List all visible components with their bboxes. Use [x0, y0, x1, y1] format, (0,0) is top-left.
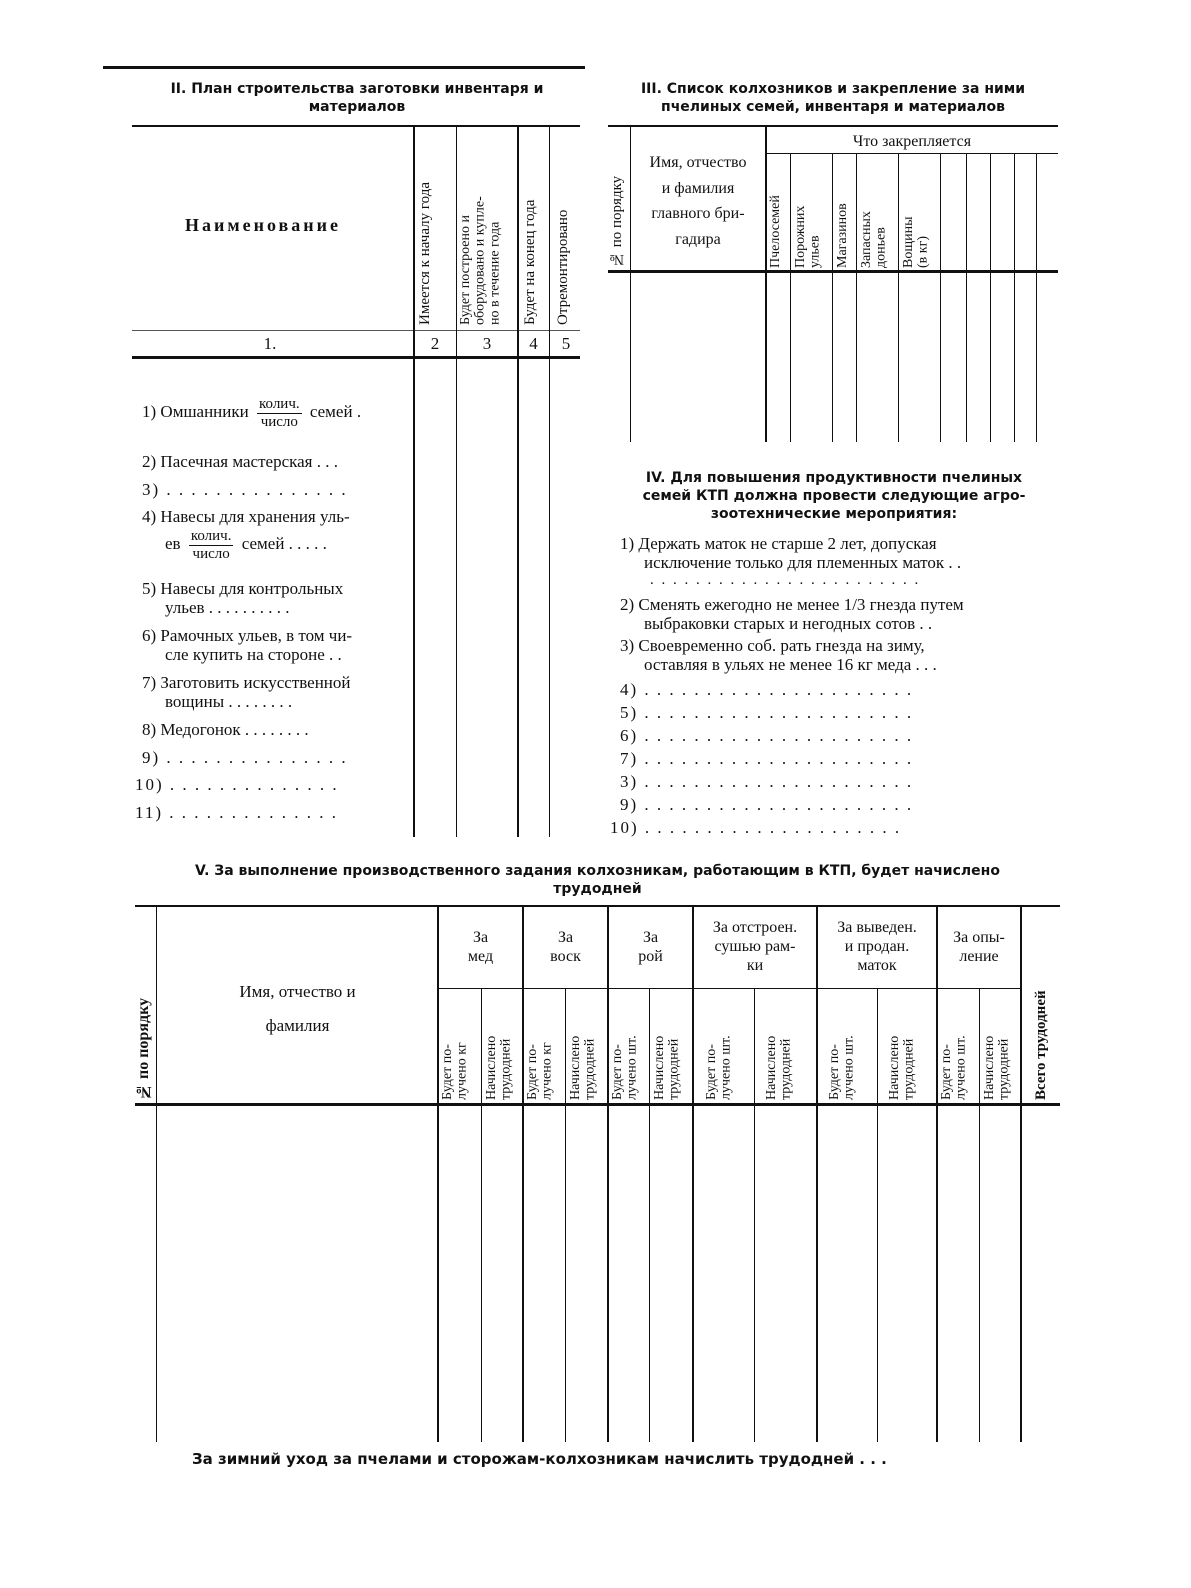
s2-item-2: 2) Пасечная мастерская . . .	[142, 452, 338, 471]
s4-item-2a: 2) Сменять ежегодно не менее 1/3 гнезда путем	[620, 595, 964, 614]
section4-title: IV. Для повышения продуктивности пчелиных семей КТП должна провести следующие агро- зоотехнические мероприятия:	[642, 470, 1026, 523]
s5-sub-honey-kg: Будет по- лучено кг	[440, 1042, 470, 1100]
s5-footer: За зимний уход за пчелами и сторожам-колхозникам начислить трудодней . . .	[192, 1450, 887, 1468]
s5-group-pollination: За опы- ление	[953, 929, 1005, 966]
s4-item-4: 4) . . . . . . . . . . . . . . . . . . . . . .	[620, 680, 914, 699]
s4-item-1c: . . . . . . . . . . . . . . . . . . . . . . . .	[650, 572, 921, 588]
s2-item-8: 8) Медогонок . . . . . . . .	[142, 720, 309, 739]
s5-sub-poll-tr: Начислено трудодней	[982, 1035, 1012, 1100]
s2-item-5b: ульев . . . . . . . . . .	[165, 598, 290, 617]
s4-item-3a: 3) Своевременно соб. рать гнезда на зиму,	[620, 636, 925, 655]
s5-group-honey: За мед	[467, 929, 494, 966]
s4-item-3b: оставляя в ульях не менее 16 кг меда . . .	[644, 655, 937, 674]
s2-item-6b: сле купить на стороне . .	[165, 645, 342, 664]
s2-item-5a: 5) Навесы для контрольных	[142, 579, 344, 598]
s2-num-3: 3	[482, 334, 492, 353]
s5-sub-queens-tr: Начислено трудодней	[887, 1035, 917, 1100]
s2-col2: Имеется к началу года	[417, 181, 433, 325]
s4-item-1a: 1) Держать маток не старше 2 лет, допуская	[620, 534, 937, 553]
s5-sub-swarm-tr: Начислено трудодней	[652, 1035, 682, 1100]
s5-col-total: Всего трудодней	[1033, 990, 1049, 1100]
s4-item-6: 6) . . . . . . . . . . . . . . . . . . . . . .	[620, 726, 914, 745]
s5-sub-wax-tr: Начислено трудодней	[568, 1035, 598, 1100]
section2-title: II. План строительства заготовки инвентаря и материалов	[170, 81, 544, 116]
s5-sub-queens-sht: Будет по- лучено шт.	[827, 1035, 857, 1100]
s2-item-3: 3) . . . . . . . . . . . . . . .	[142, 480, 348, 499]
s2-item-10: 10) . . . . . . . . . . . . . .	[135, 775, 339, 794]
s2-item-6a: 6) Рамочных ульев, в том чи-	[142, 626, 353, 645]
s5-group-swarm: За рой	[638, 929, 663, 966]
s5-sub-frames-tr: Начислено трудодней	[764, 1035, 794, 1100]
s2-num-4: 4	[529, 334, 538, 353]
s4-item-7: 7) . . . . . . . . . . . . . . . . . . . . . .	[620, 749, 914, 768]
s4-item-2b: выбраковки старых и негодных сотов . .	[644, 614, 933, 633]
s2-col-name: Наименование	[185, 215, 341, 235]
s2-item-9: 9) . . . . . . . . . . . . . . .	[142, 748, 348, 767]
s2-header-bottom	[132, 356, 580, 359]
s2-item-7b: вощины . . . . . . . .	[165, 692, 293, 711]
s2-table-top	[132, 125, 580, 127]
s5-sub-wax-kg: Будет по- лучено кг	[525, 1042, 555, 1100]
s3-sub-bottoms: Запасных доньев	[859, 211, 889, 268]
s2-num-2: 2	[430, 334, 440, 353]
s4-item-9: 9) . . . . . . . . . . . . . . . . . . . . . .	[620, 795, 914, 814]
s4-item-8: 3) . . . . . . . . . . . . . . . . . . . . . .	[620, 772, 914, 791]
s2-num-rule	[132, 330, 580, 331]
s3-sub-magazines: Магазинов	[835, 203, 850, 268]
s3-sub-wax: Вощины (в кг)	[901, 216, 931, 268]
s2-item-4b: ев $\frac{\text{колич.}}{\text{число}}$ семей . . . . .	[165, 528, 327, 562]
s3-sub-hives: Порожних ульев	[793, 205, 823, 268]
s2-num-5: 5	[561, 334, 571, 353]
top-rule	[103, 66, 585, 69]
section5-title: V. За выполнение производственного задания колхозникам, работающим в КТП, будет начислено трудодней	[195, 863, 1000, 898]
s5-group-queens: За выведен. и продан. маток	[837, 919, 917, 975]
s5-sub-poll-sht: Будет по- лучено шт.	[939, 1035, 969, 1100]
s4-item-5: 5) . . . . . . . . . . . . . . . . . . . . . .	[620, 703, 914, 722]
s2-col4: Будет на конец года	[522, 199, 538, 325]
s2-item-11: 11) . . . . . . . . . . . . . .	[135, 803, 339, 822]
s5-group-wax: За воск	[550, 929, 581, 966]
s5-col-name: Имя, отчество и фамилия	[239, 982, 356, 1035]
s3-group-header: Что закрепляется	[852, 133, 972, 150]
s3-col-no: № по порядку	[609, 175, 625, 267]
s2-num-1: 1.	[263, 334, 277, 353]
s5-sub-frames-sht: Будет по- лучено шт.	[704, 1035, 734, 1100]
s2-col3: Будет построено и оборудовано и купле- но в течение года	[458, 196, 503, 325]
s5-col-no: № по порядку	[135, 997, 152, 1100]
s4-item-10: 10) . . . . . . . . . . . . . . . . . . . . .	[610, 818, 902, 837]
s3-col-name: Имя, отчество и фамилия главного бри- гадира	[649, 154, 747, 248]
s5-group-frames: За отстроен. сушью рам- ки	[712, 919, 798, 975]
s2-item-7a: 7) Заготовить искусственной	[142, 673, 351, 692]
s2-col5: Отремонтировано	[555, 209, 571, 325]
s2-item-1: 1) Омшанники $\frac{\text{колич.}}{\text{число}}$ семей .	[142, 396, 362, 430]
section3-title: III. Список колхозников и закрепление за ними пчелиных семей, инвентаря и материалов	[640, 81, 1026, 116]
s5-sub-swarm-sht: Будет по- лучено шт.	[610, 1035, 640, 1100]
s2-item-4a: 4) Навесы для хранения уль-	[142, 507, 350, 526]
s5-sub-honey-tr: Начислено трудодней	[484, 1035, 514, 1100]
s4-item-1b: исключение только для племенных маток . .	[644, 553, 962, 572]
s3-sub-bees: Пчелосемей	[768, 195, 783, 268]
